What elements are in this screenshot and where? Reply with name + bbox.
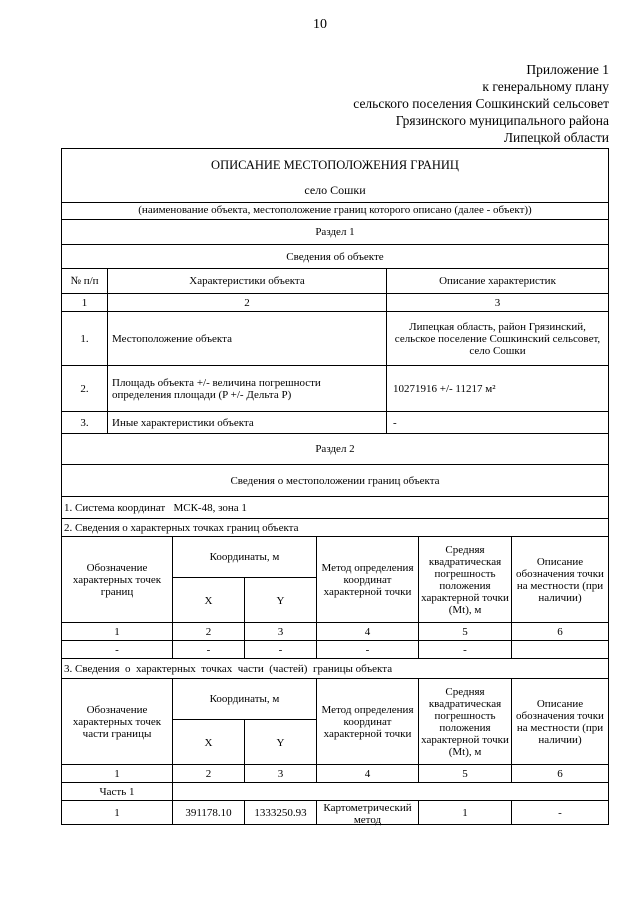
row-value: 10271916 +/- 11217 м² — [386, 366, 608, 411]
part-label: Часть 1 — [99, 785, 135, 798]
row-number: 1. — [80, 332, 89, 345]
section-1-heading-row — [62, 245, 608, 269]
table-row — [62, 412, 608, 434]
header-y: Y — [276, 736, 285, 749]
section-1-label-row — [62, 220, 608, 245]
cell-designation: 1 — [114, 807, 120, 819]
header-description: Описание обозначения точки на местности (при наличии) — [516, 697, 604, 746]
section-2-label-row — [62, 434, 608, 465]
section-1-label: Раздел 1 — [315, 226, 355, 238]
part-label-row — [62, 783, 608, 801]
header-error: Средняя квадратическая погрешность положения характерной точки (Mt), м — [421, 543, 509, 616]
section-2-heading: Сведения о местоположении границ объекта — [230, 474, 440, 487]
col-number: 6 — [511, 765, 608, 782]
row-value: - — [386, 412, 608, 433]
section-2-heading-row — [62, 465, 608, 497]
header-x: X — [204, 736, 213, 749]
cell-designation: - — [115, 643, 119, 656]
row-number: 2. — [80, 382, 89, 395]
row-characteristic: Площадь объекта +/- величина погрешности определения площади (P +/- Дельта P) — [107, 366, 386, 411]
cell-x: - — [172, 641, 244, 658]
row-characteristic: Местоположение объекта — [107, 312, 386, 365]
parts-header-row — [62, 679, 608, 765]
part-label-blank — [172, 783, 608, 800]
header-y: Y — [276, 594, 285, 607]
table-row — [62, 366, 608, 412]
col-number: 3 — [244, 623, 316, 640]
appendix-line: Липецкой области — [503, 130, 609, 145]
table-row — [62, 312, 608, 366]
col-number: 2 — [107, 294, 386, 311]
col-number: 1 — [114, 625, 120, 638]
appendix-line: сельского поселения Сошкинский сельсовет — [353, 96, 609, 111]
boundary-description-table — [61, 148, 609, 825]
cell-description — [511, 641, 608, 658]
col-number: 5 — [418, 765, 511, 782]
col-number: 2 — [172, 765, 244, 782]
col-number: 3 — [386, 294, 608, 311]
header-description: Описание обозначения точки на местности (при наличии) — [516, 555, 604, 604]
appendix-line: к генеральному плану — [482, 79, 609, 94]
cell-y: 1333250.93 — [244, 801, 316, 825]
header-method: Метод определения координат характерной точки — [321, 561, 414, 598]
cell-description: - — [511, 801, 608, 825]
header-coordinates: Координаты, м — [209, 551, 280, 563]
section-1-heading: Сведения об объекте — [286, 250, 384, 263]
table-row — [62, 641, 608, 659]
cell-method: - — [316, 641, 418, 658]
object-name-caption: (наименование объекта, местоположение границ которого описано (далее - объект)) — [138, 204, 532, 216]
col-number: 6 — [511, 623, 608, 640]
section-1-numbers-row — [62, 294, 608, 312]
section-1-header-row — [62, 269, 608, 294]
cell-y: - — [244, 641, 316, 658]
col-number: 3 — [244, 765, 316, 782]
points-numbers-row — [62, 623, 608, 641]
section-2-label: Раздел 2 — [315, 443, 355, 455]
parts-title: 3. Сведения о характерных точках части (частей) границы объекта — [64, 662, 393, 675]
header-coordinates: Координаты, м — [209, 693, 280, 705]
parts-title-row — [62, 659, 608, 679]
row-value: Липецкая область, район Грязинский, сельское поселение Сошкинский сельсовет, село Сошки — [386, 312, 608, 365]
points-title-row — [62, 519, 608, 537]
points-header-row — [62, 537, 608, 623]
coordinate-system-row — [62, 497, 608, 519]
header-designation: Обозначение характерных точек границ — [72, 561, 162, 598]
coordinate-system: 1. Система координат МСК-48, зона 1 — [64, 501, 247, 514]
appendix-line: Грязинского муниципального района — [395, 113, 609, 128]
col-number: 4 — [316, 765, 418, 782]
points-title: 2. Сведения о характерных точках границ объекта — [64, 521, 299, 534]
row-characteristic: Иные характеристики объекта — [107, 412, 386, 433]
appendix-line: Приложение 1 — [526, 62, 609, 77]
document-title: ОПИСАНИЕ МЕСТОПОЛОЖЕНИЯ ГРАНИЦ — [211, 158, 459, 172]
col-number: 2 — [172, 623, 244, 640]
cell-error: - — [418, 641, 511, 658]
header-error: Средняя квадратическая погрешность положения характерной точки (Mt), м — [421, 685, 509, 758]
header-method: Метод определения координат характерной точки — [321, 703, 414, 740]
row-number: 3. — [80, 416, 89, 429]
col-number: 1 — [114, 767, 120, 780]
object-name: село Сошки — [304, 183, 366, 197]
col-header-number: № п/п — [70, 275, 99, 287]
cell-error: 1 — [418, 801, 511, 825]
cell-method: Картометрический метод — [316, 801, 418, 825]
table-row — [62, 801, 608, 825]
page-number: 10 — [313, 17, 327, 32]
parts-numbers-row — [62, 765, 608, 783]
appendix-header — [189, 61, 609, 146]
cell-x: 391178.10 — [172, 801, 244, 825]
col-header-characteristic: Характеристики объекта — [107, 269, 386, 293]
col-number: 4 — [316, 623, 418, 640]
header-x: X — [204, 594, 213, 607]
col-number: 1 — [81, 296, 88, 309]
col-number: 5 — [418, 623, 511, 640]
header-designation: Обозначение характерных точек части границы — [72, 703, 162, 740]
col-header-description: Описание характеристик — [386, 269, 608, 293]
